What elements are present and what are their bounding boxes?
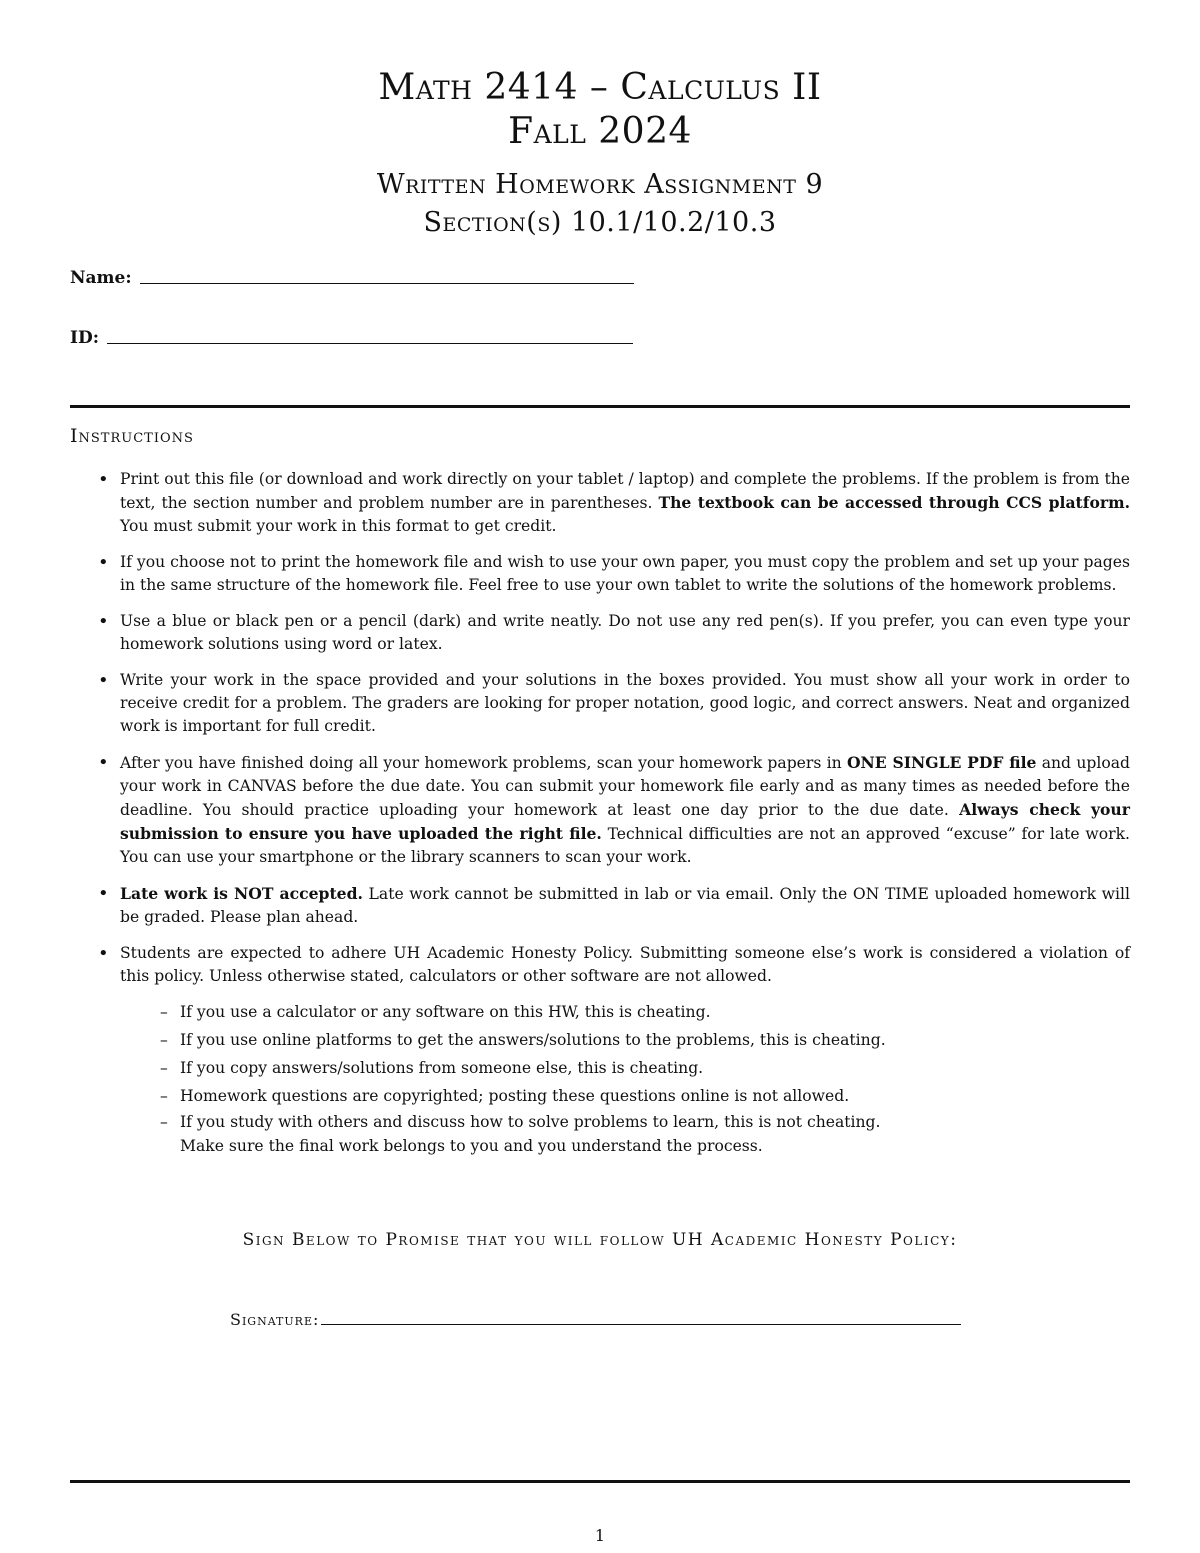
name-line[interactable] [140,282,634,284]
name-label: Name: [70,268,132,288]
name-field[interactable] [70,268,634,288]
honesty-sublist [120,998,1130,1158]
page-number: 1 [594,1526,606,1545]
instructions-heading: Instructions [70,425,194,447]
item-text: Technical difficulties are not an approved “excuse” for late work. You can use your smartphone or the library scanners to scan your work. [120,825,1130,866]
id-label: ID: [70,328,99,348]
list-item [98,468,1130,538]
honesty-promise: Sign Below to Promise that you will follow UH Academic Honesty Policy: [242,1230,958,1250]
sub-list-item: – If you copy answers/solutions from someone else, this is cheating. [160,1054,1130,1082]
item-bold-text: The textbook can be accessed through CCS platform. [658,493,1130,512]
instructions-list [98,468,1130,1171]
list-item [98,942,1130,1158]
item-text: If you choose not to print the homework file and wish to use your own paper, you must copy the problem and set up your pages in the same structure of the homework file. Feel free to use your own tablet to write the solutions of the homework problems. [120,553,1130,594]
item-text: Use a blue or black pen or a pencil (dark) and write neatly. Do not use any red pen(s). If you prefer, you can even type your homework solutions using word or latex. [120,612,1130,653]
item-text: Write your work in the space provided and your solutions in the boxes provided. You must show all your work in order to receive credit for a problem. The graders are looking for proper notation, good logic, and correct answers. Neat and organized work is important for full credit. [120,671,1130,735]
bottom-divider [70,1480,1130,1483]
item-text: Late work cannot be submitted in lab or via email. Only the ON TIME uploaded homework will be graded. Please plan ahead. [120,885,1130,926]
sub-list-item: – Homework questions are copyrighted; posting these questions online is not allowed. [160,1082,1130,1110]
course-title: Math 2414 – Calculus II [378,67,822,108]
id-field[interactable] [70,328,633,348]
item-bold-text: Late work is NOT accepted. [120,884,363,903]
sub-list-item [160,1110,1130,1158]
term: Fall 2024 [508,111,692,152]
list-item [98,882,1130,929]
list-item [98,751,1130,869]
list-item [98,669,1130,738]
sub-list-item: – If you use online platforms to get the answers/solutions to the problems, this is cheating. [160,1026,1130,1054]
item-text: Students are expected to adhere UH Academic Honesty Policy. Submitting someone else’s work is considered a violation of this policy. Unless otherwise stated, calculators or other software are not allowed. [120,944,1130,985]
document-header [0,66,1200,242]
list-item [98,551,1130,597]
item-bold-text: Always check your submission to ensure you have uploaded the right file. [120,800,1130,843]
sub-item-text: If you study with others and discuss how to solve problems to learn, this is not cheating. [180,1113,881,1131]
signature-line[interactable] [321,1324,961,1325]
item-text: Print out this file (or download and work directly on your tablet / laptop) and complete the problems. If the problem is from the text, the section number and problem number are in parentheses. [120,470,1130,512]
item-text: and upload your work in CANVAS before the due date. You can submit your homework file early and as many times as needed before the deadline. You should practice uploading your homework at least one day prior to the due date. [120,754,1130,819]
sub-item-text: Make sure the final work belongs to you and you understand the process. [180,1137,763,1155]
item-bold-text: ONE SINGLE PDF file [846,753,1037,772]
top-divider [70,405,1130,408]
list-item [98,610,1130,656]
signature-label: Signature: [230,1310,320,1329]
sections: Section(s) 10.1/10.2/10.3 [423,207,777,238]
assignment-title: Written Homework Assignment 9 [376,169,824,200]
id-line[interactable] [107,342,633,344]
item-text: You must submit your work in this format to get credit. [120,517,557,535]
signature-field[interactable] [230,1310,961,1329]
item-text: After you have finished doing all your homework problems, scan your homework papers in [120,754,847,772]
sub-list-item: – If you use a calculator or any software on this HW, this is cheating. [160,998,1130,1026]
